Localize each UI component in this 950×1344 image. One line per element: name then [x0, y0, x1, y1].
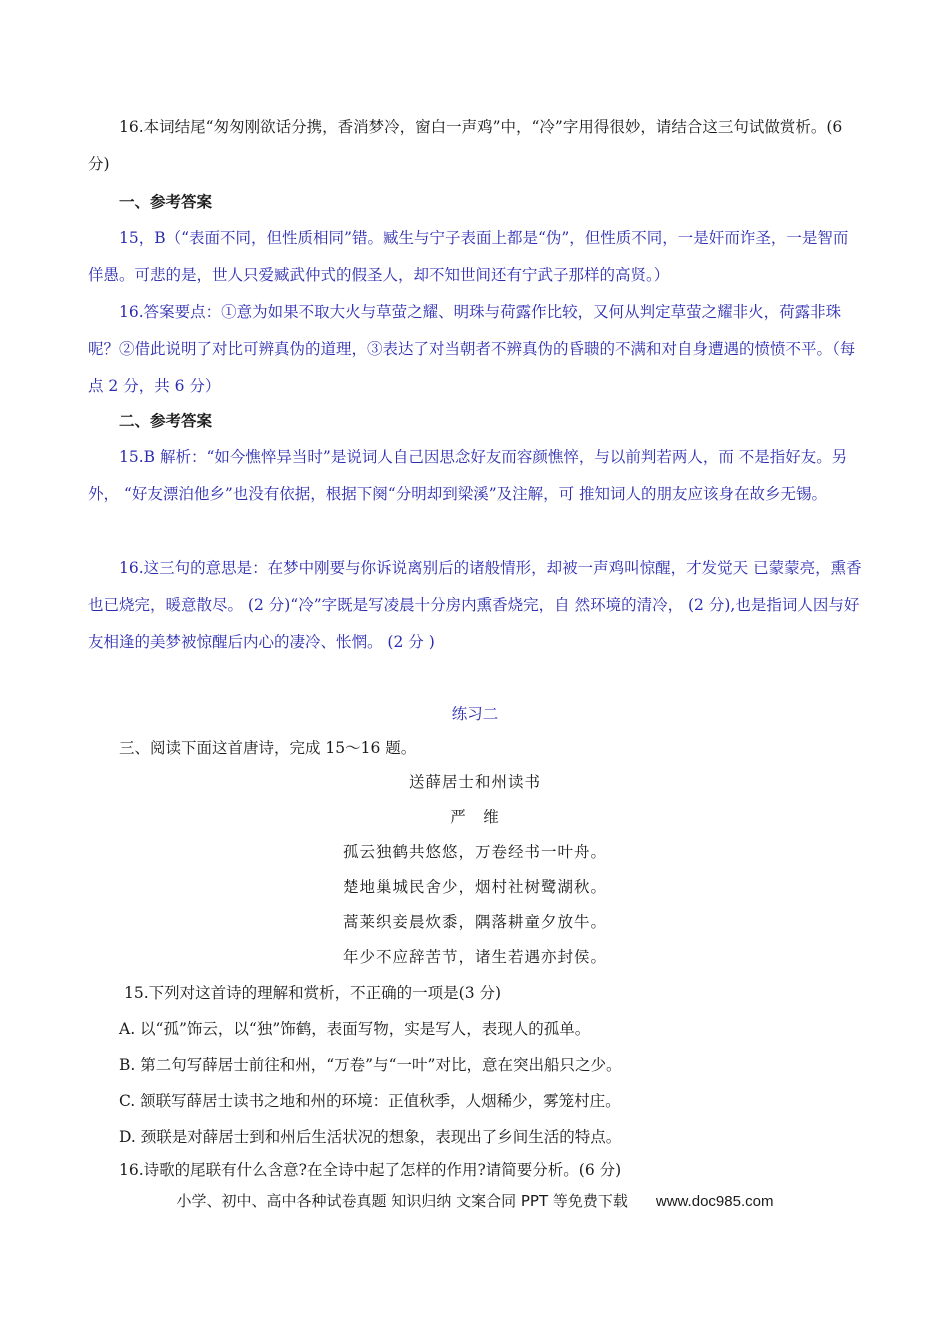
question-15-option-b: B. 第二句写薛居士前往和州，“万卷”与“一叶”对比，意在突出船只之少。 — [119, 1056, 622, 1074]
section-2-answer-16: 16.这三句的意思是：在梦中刚要与你诉说离别后的诸般情形，却被一声鸡叫惊醒，才发觉天 已蒙蒙亮，熏香也已烧完，暖意散尽。 (2 分)“冷”字既是写凌晨十分房内熏香烧完，自 然环境的清冷， (2 分),也是指词人因与好友相逢的美梦被惊醒后内心的凄冷、怅惘。 (2 分 ) — [88, 559, 862, 651]
section-2-answer-15: 15.B 解析：“如今憔悴异当时”是说词人自己因思念好友而容颜憔悴，与以前判若两人，而 不是指好友。另外， “好友漂泊他乡”也没有依据，根据下阕“分明却到梁溪”及注解，可 推知词人的朋友应该身在故乡无锡。 — [88, 448, 848, 503]
section-1-heading: 一、参考答案 — [119, 192, 213, 211]
footer-url[interactable]: www.doc985.com — [655, 1193, 774, 1210]
page-footer — [0, 1184, 950, 1219]
reading-instruction: 三、阅读下面这首唐诗，完成 15～16 题。 — [119, 739, 417, 757]
section-1-answer-16: 16.答案要点：①意为如果不取大火与草萤之耀、明珠与荷露作比较，又何从判定草萤之耀非火，荷露非珠呢？②借此说明了对比可辨真伪的道理，③表达了对当朝者不辨真伪的昏聩的不满和对自身遭遇的愤愤不平。（每点 2 分，共 6 分） — [88, 303, 856, 395]
question-15-option-d: D. 颈联是对薛居士到和州后生活状况的想象，表现出了乡间生活的特点。 — [119, 1128, 622, 1146]
question-16-second: 16.诗歌的尾联有什么含意?在全诗中起了怎样的作用?请简要分析。(6 分) — [119, 1161, 622, 1179]
section-2-heading: 二、参考答案 — [119, 411, 213, 430]
poem-line: 楚地巢城民舍少，烟村社树鹭湖秋。 — [342, 878, 607, 896]
footer-text: 小学、初中、高中各种试卷真题 知识归纳 文案合同 PPT 等免费下载 — [176, 1192, 628, 1210]
poem-line: 孤云独鹤共悠悠，万卷经书一叶舟。 — [342, 843, 607, 861]
question-15-option-a: A. 以“孤”饰云，以“独”饰鹤，表面写物，实是写人，表现人的孤单。 — [119, 1020, 591, 1038]
poem-title: 送薛居士和州读书 — [408, 773, 541, 791]
section-1-answer-15: 15，B（“表面不同，但性质相同”错。臧生与宁子表面上都是“伪”，但性质不同，一是奸而诈圣，一是智而佯愚。可悲的是，世人只爱臧武仲式的假圣人，却不知世间还有宁武子那样的高贤。） — [88, 229, 849, 284]
poem-line: 蒿莱织妾晨炊黍，隅落耕童夕放牛。 — [342, 913, 607, 931]
question-15-stem: 15.下列对这首诗的理解和赏析，不正确的一项是(3 分) — [124, 984, 502, 1002]
question-15-option-c: C. 颔联写薛居士读书之地和州的环境：正值秋季，人烟稀少，雾笼村庄。 — [119, 1092, 621, 1110]
poem-line: 年少不应辞苦节，诸生若遇亦封侯。 — [342, 948, 607, 966]
exercise-title: 练习二 — [451, 705, 499, 723]
poem-author: 严 维 — [450, 808, 500, 826]
question-16-prompt: 16.本词结尾“匆匆刚欲话分携，香消梦冷，窗白一声鸡”中，“冷”字用得很妙，请结合这三句试做赏析。(6 分) — [88, 118, 843, 173]
